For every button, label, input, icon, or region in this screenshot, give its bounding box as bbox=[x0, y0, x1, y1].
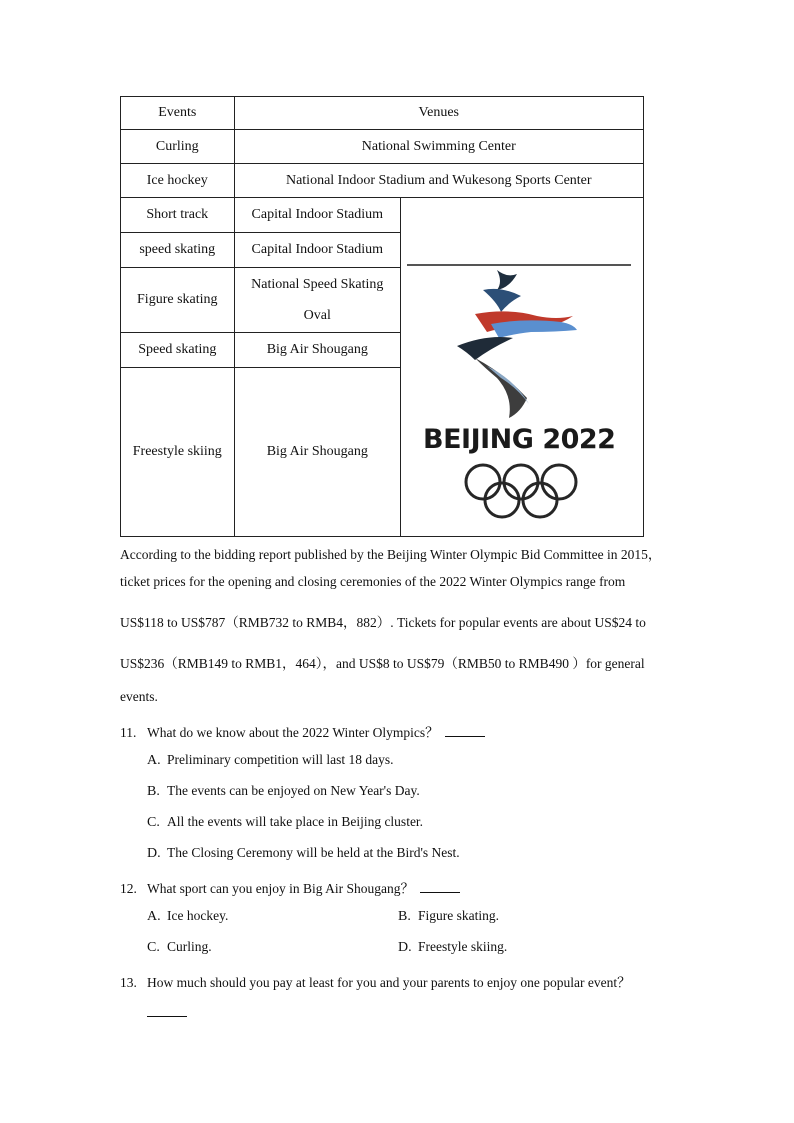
option-letter: D. bbox=[398, 940, 412, 955]
option-text: Preliminary competition will last 18 days. bbox=[167, 752, 394, 767]
event-cell: Figure skating bbox=[121, 267, 235, 333]
paragraph-line: According to the bidding report published by the Beijing Winter Olympic Bid Committee in 2015， bbox=[120, 547, 662, 562]
answer-blank[interactable] bbox=[445, 724, 485, 737]
option-c[interactable] bbox=[147, 814, 423, 831]
table-header-row bbox=[121, 97, 644, 130]
header-events: Events bbox=[121, 97, 235, 130]
option-a[interactable] bbox=[147, 752, 393, 769]
option-letter: B. bbox=[147, 784, 160, 799]
event-cell: Short track bbox=[121, 198, 235, 233]
option-b[interactable] bbox=[147, 783, 420, 800]
beijing-2022-emblem-icon bbox=[405, 198, 639, 531]
venue-cell: National Swimming Center bbox=[234, 130, 643, 164]
option-d[interactable] bbox=[398, 939, 507, 956]
svg-text:BEIJING 2022: BEIJING 2022 bbox=[423, 424, 616, 455]
option-a[interactable] bbox=[147, 908, 228, 925]
table-row bbox=[121, 164, 644, 198]
option-b[interactable] bbox=[398, 908, 499, 925]
answer-blank[interactable] bbox=[420, 880, 460, 893]
option-letter: A. bbox=[147, 753, 161, 768]
answer-blank-line[interactable] bbox=[147, 1004, 187, 1021]
paragraph-line: US$118 to US$787（RMB732 to RMB4，882）. Tickets for popular events are about US$24 to bbox=[120, 615, 646, 630]
question-13 bbox=[120, 971, 631, 991]
venue-cell: Big Air Shougang bbox=[234, 333, 400, 368]
paragraph-line: ticket prices for the opening and closing ceremonies of the 2022 Winter Olympics range from bbox=[120, 574, 626, 589]
question-number: 13. bbox=[120, 975, 137, 990]
header-venues: Venues bbox=[234, 97, 643, 130]
venue-cell: Big Air Shougang bbox=[234, 367, 400, 536]
venue-line: Oval bbox=[303, 307, 331, 323]
beijing-2022-logo-cell bbox=[401, 198, 644, 537]
option-d[interactable] bbox=[147, 845, 460, 862]
paragraph-line: US$236（RMB149 to RMB1，464），and US$8 to US$79（RMB50 to RMB490 ）for general bbox=[120, 656, 645, 671]
table-row bbox=[121, 130, 644, 164]
event-cell: speed skating bbox=[121, 232, 235, 267]
question-text: What do we know about the 2022 Winter Olympics？ bbox=[147, 725, 439, 740]
venue-cell: Capital Indoor Stadium bbox=[234, 232, 400, 267]
option-text: Freestyle skiing. bbox=[418, 939, 508, 954]
emblem-stroke-1 bbox=[497, 270, 517, 290]
paragraph-line: events. bbox=[120, 689, 158, 704]
question-number: 12. bbox=[120, 881, 137, 896]
question-12 bbox=[120, 877, 460, 897]
option-text: All the events will take place in Beijing cluster. bbox=[167, 814, 424, 829]
option-text: Curling. bbox=[167, 939, 212, 954]
olympic-rings-icon bbox=[466, 465, 576, 517]
option-letter: B. bbox=[398, 909, 411, 924]
venue-cell: National Indoor Stadium and Wukesong Sports Center bbox=[234, 164, 643, 198]
option-text: Figure skating. bbox=[418, 908, 499, 923]
event-cell: Speed skating bbox=[121, 333, 235, 368]
venue-cell: Capital Indoor Stadium bbox=[234, 198, 400, 233]
event-cell: Curling bbox=[121, 130, 235, 164]
question-11 bbox=[120, 721, 485, 741]
option-text: Ice hockey. bbox=[167, 908, 229, 923]
option-letter: C. bbox=[147, 940, 160, 955]
option-letter: D. bbox=[147, 846, 161, 861]
option-letter: A. bbox=[147, 909, 161, 924]
events-venues-table bbox=[120, 96, 644, 537]
beijing-2022-logo bbox=[405, 198, 639, 536]
table-row bbox=[121, 198, 644, 233]
option-c[interactable] bbox=[147, 939, 212, 956]
question-text: How much should you pay at least for you and your parents to enjoy one popular event？ bbox=[147, 975, 631, 990]
venue-line: National Speed Skating bbox=[251, 276, 384, 292]
question-number: 11. bbox=[120, 725, 137, 740]
question-text: What sport can you enjoy in Big Air Shougang？ bbox=[147, 881, 414, 896]
option-letter: C. bbox=[147, 815, 160, 830]
event-cell: Freestyle skiing bbox=[121, 367, 235, 536]
option-text: The Closing Ceremony will be held at the Bird's Nest. bbox=[167, 845, 460, 860]
venue-cell bbox=[234, 267, 400, 333]
option-text: The events can be enjoyed on New Year's Day. bbox=[167, 783, 420, 798]
event-cell: Ice hockey bbox=[121, 164, 235, 198]
answer-blank[interactable] bbox=[147, 1004, 187, 1017]
